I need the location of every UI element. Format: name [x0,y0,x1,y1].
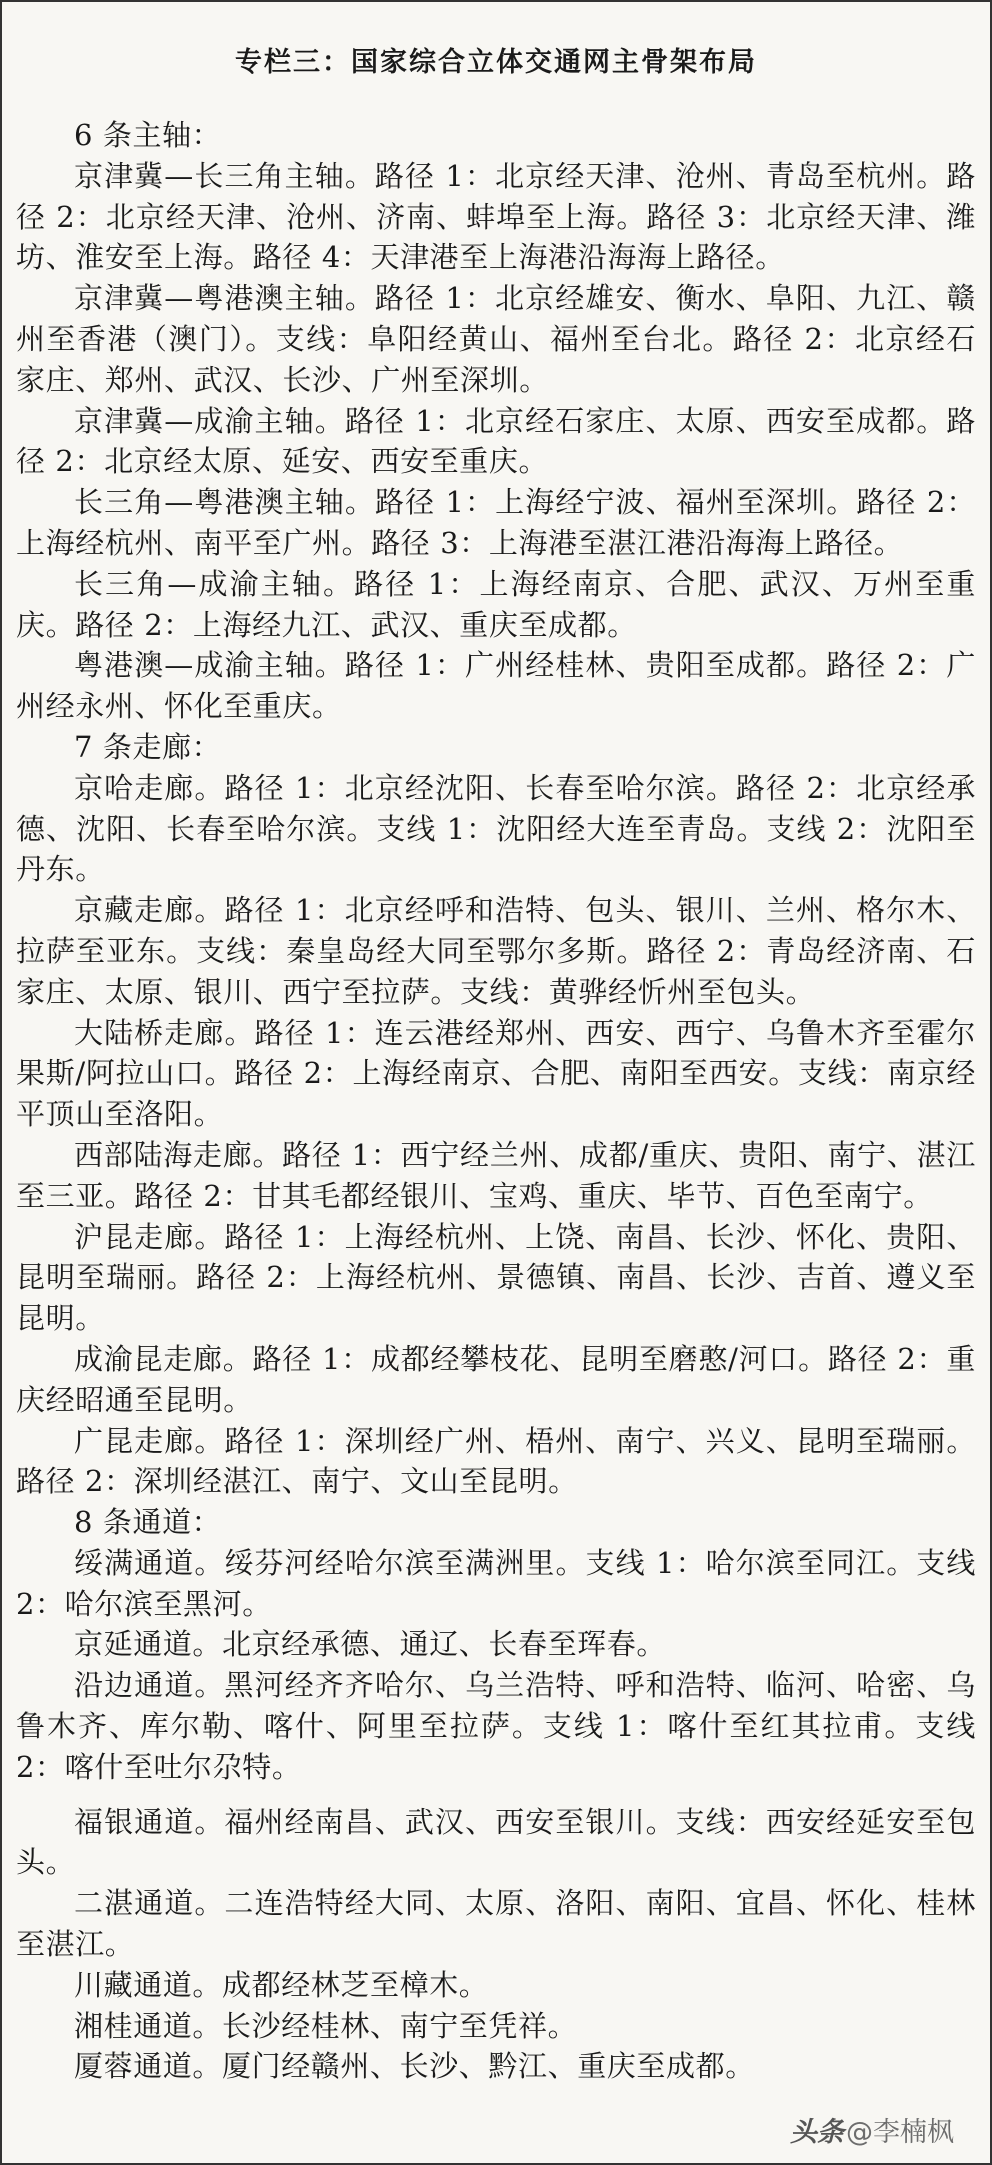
paragraph-axis: 京津冀—粤港澳主轴。路径 1：北京经雄安、衡水、阜阳、九江、赣州至香港（澳门）。支线：阜阳经黄山、福州至台北。路径 2：北京经石家庄、郑州、武汉、长沙、广州至深圳。 [16,281,976,397]
section-heading-axes: 6 条主轴： [74,118,222,152]
section-heading-corridors: 7 条走廊： [74,729,222,764]
paragraph-gap [16,1788,976,1802]
paragraph-corridor: 京哈走廊。路径 1：北京经沈阳、长春至哈尔滨。路径 2：北京经承德、沈阳、长春至哈尔滨。支线 1：沈阳经大连至青岛。支线 2：沈阳至丹东。 [16,770,976,887]
paragraph-channel: 二湛通道。二连浩特经大同、太原、洛阳、南阳、宜昌、怀化、桂林至湛江。 [16,1886,976,1962]
watermark [790,2110,954,2149]
paragraph-channel: 福银通道。福州经南昌、武汉、西安至银川。支线：西安经延安至包头。 [16,1804,976,1880]
paragraph-channel: 沿边通道。黑河经齐齐哈尔、乌兰浩特、呼和浩特、临河、哈密、乌鲁木齐、库尔勒、喀什、阿里至拉萨。支线 1：喀什至红其拉甫。支线 2：喀什至吐尔尕特。 [16,1668,976,1784]
paragraph-channel: 川藏通道。成都经林芝至樟木。 [74,1967,489,2002]
watermark-handle: @李楠枫 [846,2117,954,2148]
paragraph-corridor: 广昆走廊。路径 1：深圳经广州、梧州、南宁、兴义、昆明至瑞丽。路径 2：深圳经湛江、南宁、文山至昆明。 [16,1423,976,1499]
section-heading-channels: 8 条通道： [74,1505,222,1540]
watermark-brand: 头条 [790,2117,844,2148]
paragraph-axis: 粤港澳—成渝主轴。路径 1：广州经桂林、贵阳至成都。路径 2：广州经永州、怀化至重庆。 [16,648,976,724]
paragraph-corridor: 沪昆走廊。路径 1：上海经杭州、上饶、南昌、长沙、怀化、贵阳、昆明至瑞丽。路径 2：上海经杭州、景德镇、南昌、长沙、吉首、遵义至昆明。 [16,1219,976,1336]
paragraph-channel: 厦蓉通道。厦门经赣州、长沙、黔江、重庆至成都。 [74,2049,755,2084]
paragraph-corridor: 西部陆海走廊。路径 1：西宁经兰州、成都/重庆、贵阳、南宁、湛江至三亚。路径 2：甘其毛都经银川、宝鸡、重庆、毕节、百色至南宁。 [16,1137,976,1213]
paragraph-channel: 绥满通道。绥芬河经哈尔滨至满洲里。支线 1：哈尔滨至同江。支线 2：哈尔滨至黑河。 [16,1545,976,1621]
paragraph-corridor: 京藏走廊。路径 1：北京经呼和浩特、包头、银川、兰州、格尔木、拉萨至亚东。支线：秦皇岛经大同至鄂尔多斯。路径 2：青岛经济南、石家庄、太原、银川、西宁至拉萨。支线：黄骅经忻州至包头。 [16,893,976,1009]
paragraph-axis: 京津冀—长三角主轴。路径 1：北京经天津、沧州、青岛至杭州。路径 2：北京经天津、沧州、济南、蚌埠至上海。路径 3：北京经天津、潍坊、淮安至上海。路径 4：天津港至上海港沿海海上路径。 [16,158,976,275]
document-title: 专栏三：国家综合立体交通网主骨架布局 [235,47,757,78]
paragraph-axis: 京津冀—成渝主轴。路径 1：北京经石家庄、太原、西安至成都。路径 2：北京经太原、延安、西安至重庆。 [16,403,976,479]
paragraph-axis: 长三角—粤港澳主轴。路径 1：上海经宁波、福州至深圳。路径 2：上海经杭州、南平至广州。路径 3：上海港至湛江港沿海海上路径。 [16,485,976,560]
paragraph-channel: 湘桂通道。长沙经桂林、南宁至凭祥。 [74,2008,578,2043]
paragraph-corridor: 大陆桥走廊。路径 1：连云港经郑州、西安、西宁、乌鲁木齐至霍尔果斯/阿拉山口。路径 2：上海经南京、合肥、南阳至西安。支线：南京经平顶山至洛阳。 [16,1015,976,1132]
paragraph-corridor: 成渝昆走廊。路径 1：成都经攀枝花、昆明至磨憨/河口。路径 2：重庆经昭通至昆明。 [16,1341,976,1417]
paragraph-channel: 京延通道。北京经承德、通辽、长春至珲春。 [74,1627,667,1662]
paragraph-axis: 长三角—成渝主轴。路径 1：上海经南京、合肥、武汉、万州至重庆。路径 2：上海经九江、武汉、重庆至成都。 [16,566,976,642]
